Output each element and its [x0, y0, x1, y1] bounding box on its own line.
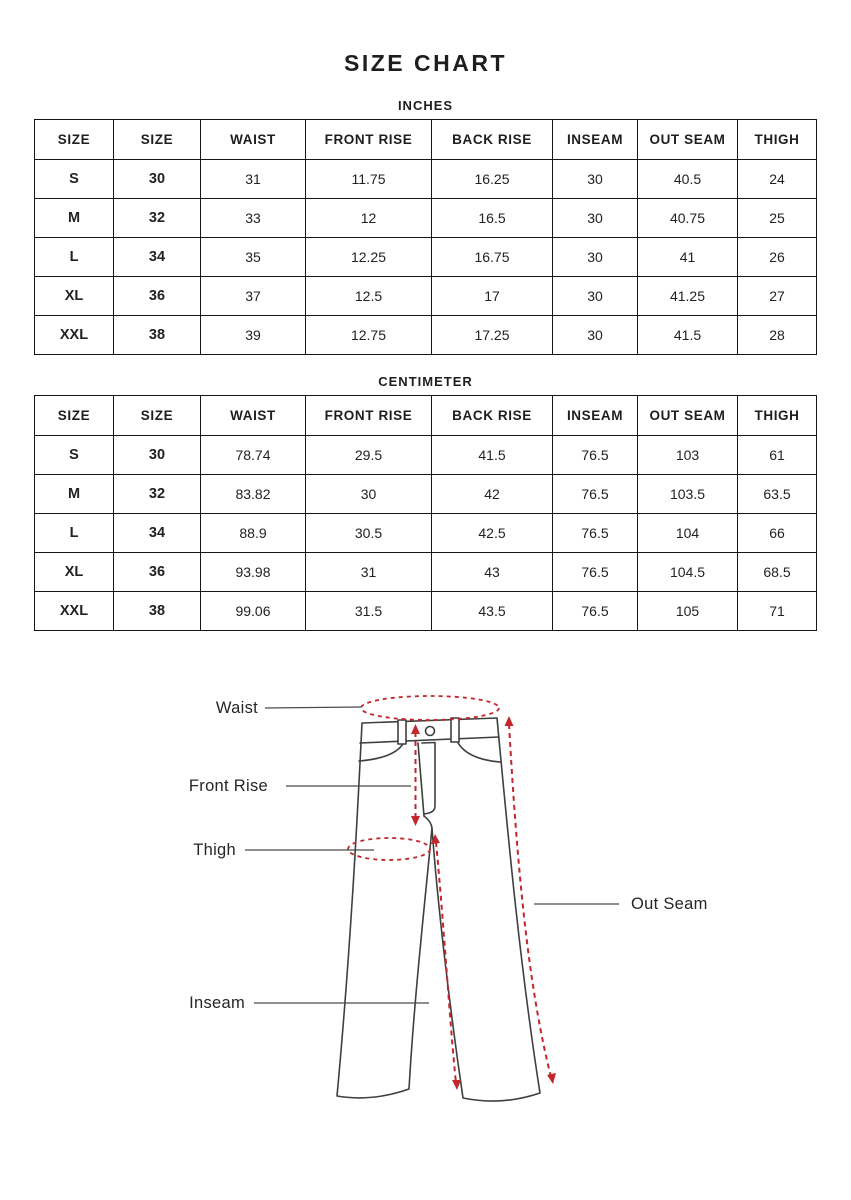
value-cell: 28 — [738, 316, 817, 355]
value-cell: 43 — [432, 553, 553, 592]
value-cell: 12 — [306, 199, 432, 238]
column-header: FRONT RISE — [306, 120, 432, 160]
value-cell: 25 — [738, 199, 817, 238]
inseam-label: Inseam — [189, 994, 245, 1012]
column-header: INSEAM — [553, 396, 638, 436]
value-cell: 42.5 — [432, 514, 553, 553]
value-cell: 41 — [638, 238, 738, 277]
value-cell: 31 — [306, 553, 432, 592]
value-cell: 26 — [738, 238, 817, 277]
value-cell: 38 — [114, 316, 201, 355]
size-cell: XXL — [35, 316, 114, 355]
column-header: THIGH — [738, 396, 817, 436]
value-cell: 16.5 — [432, 199, 553, 238]
value-cell: 31.5 — [306, 592, 432, 631]
value-cell: 17 — [432, 277, 553, 316]
column-header: SIZE — [114, 120, 201, 160]
table-row — [35, 277, 817, 316]
value-cell: 27 — [738, 277, 817, 316]
table-row — [35, 475, 817, 514]
value-cell: 38 — [114, 592, 201, 631]
value-cell: 12.25 — [306, 238, 432, 277]
inches-size-table — [34, 119, 817, 355]
value-cell: 66 — [738, 514, 817, 553]
value-cell: 36 — [114, 553, 201, 592]
value-cell: 30 — [114, 436, 201, 475]
table-row — [35, 514, 817, 553]
column-header: WAIST — [201, 120, 306, 160]
column-header: SIZE — [35, 120, 114, 160]
column-header: SIZE — [35, 396, 114, 436]
value-cell: 104.5 — [638, 553, 738, 592]
value-cell: 83.82 — [201, 475, 306, 514]
size-cell: S — [35, 436, 114, 475]
value-cell: 30 — [114, 160, 201, 199]
size-cell: S — [35, 160, 114, 199]
value-cell: 34 — [114, 514, 201, 553]
pants-illustration — [0, 666, 851, 1146]
value-cell: 93.98 — [201, 553, 306, 592]
column-header: OUT SEAM — [638, 120, 738, 160]
value-cell: 63.5 — [738, 475, 817, 514]
value-cell: 24 — [738, 160, 817, 199]
value-cell: 41.5 — [638, 316, 738, 355]
centimeter-size-table — [34, 395, 817, 631]
pants-outline — [337, 718, 540, 1101]
value-cell: 103 — [638, 436, 738, 475]
value-cell: 30 — [553, 160, 638, 199]
value-cell: 40.75 — [638, 199, 738, 238]
out-seam-label: Out Seam — [631, 895, 708, 913]
size-cell: XXL — [35, 592, 114, 631]
value-cell: 40.5 — [638, 160, 738, 199]
value-cell: 76.5 — [553, 592, 638, 631]
value-cell: 32 — [114, 199, 201, 238]
value-cell: 41.5 — [432, 436, 553, 475]
table-row — [35, 436, 817, 475]
value-cell: 37 — [201, 277, 306, 316]
value-cell: 12.5 — [306, 277, 432, 316]
waist-button — [426, 727, 435, 736]
value-cell: 36 — [114, 277, 201, 316]
column-header: WAIST — [201, 396, 306, 436]
value-cell: 34 — [114, 238, 201, 277]
value-cell: 76.5 — [553, 553, 638, 592]
value-cell: 35 — [201, 238, 306, 277]
value-cell: 32 — [114, 475, 201, 514]
size-cell: XL — [35, 277, 114, 316]
measurement-diagram — [0, 666, 851, 1146]
column-header: FRONT RISE — [306, 396, 432, 436]
value-cell: 76.5 — [553, 436, 638, 475]
inches-table-title: INCHES — [397, 98, 454, 113]
column-header: INSEAM — [553, 120, 638, 160]
size-cell: L — [35, 238, 114, 277]
size-cell: L — [35, 514, 114, 553]
table-row — [35, 238, 817, 277]
value-cell: 103.5 — [638, 475, 738, 514]
front-rise-label: Front Rise — [188, 777, 268, 795]
table-row — [35, 592, 817, 631]
size-cell: M — [35, 199, 114, 238]
waist-measure-ellipse — [361, 696, 499, 720]
inches-header-row — [35, 120, 817, 160]
value-cell: 29.5 — [306, 436, 432, 475]
column-header: BACK RISE — [432, 120, 553, 160]
waist-connector-line — [265, 707, 361, 708]
inseam-arrow-down — [452, 1080, 461, 1090]
value-cell: 76.5 — [553, 514, 638, 553]
column-header: OUT SEAM — [638, 396, 738, 436]
value-cell: 30 — [553, 316, 638, 355]
column-header: THIGH — [738, 120, 817, 160]
value-cell: 30 — [553, 238, 638, 277]
value-cell: 17.25 — [432, 316, 553, 355]
value-cell: 41.25 — [638, 277, 738, 316]
value-cell: 11.75 — [306, 160, 432, 199]
out-seam-arrow-up — [505, 716, 514, 726]
value-cell: 104 — [638, 514, 738, 553]
table-row — [35, 199, 817, 238]
waist-label: Waist — [215, 699, 258, 717]
value-cell: 78.74 — [201, 436, 306, 475]
value-cell: 68.5 — [738, 553, 817, 592]
value-cell: 76.5 — [553, 475, 638, 514]
centimeter-table-title: CENTIMETER — [378, 374, 473, 389]
pants-silhouette — [337, 718, 540, 1101]
value-cell: 16.75 — [432, 238, 553, 277]
value-cell: 105 — [638, 592, 738, 631]
value-cell: 61 — [738, 436, 817, 475]
value-cell: 88.9 — [201, 514, 306, 553]
value-cell: 31 — [201, 160, 306, 199]
value-cell: 12.75 — [306, 316, 432, 355]
column-header: SIZE — [114, 396, 201, 436]
value-cell: 99.06 — [201, 592, 306, 631]
table-row — [35, 160, 817, 199]
size-cell: M — [35, 475, 114, 514]
table-row — [35, 316, 817, 355]
out-seam-arrow-down — [547, 1073, 556, 1084]
value-cell: 30 — [553, 277, 638, 316]
value-cell: 43.5 — [432, 592, 553, 631]
value-cell: 33 — [201, 199, 306, 238]
page-title: SIZE CHART — [344, 50, 507, 76]
thigh-label: Thigh — [193, 841, 236, 859]
column-header: BACK RISE — [432, 396, 553, 436]
centimeter-header-row — [35, 396, 817, 436]
right-belt-loop — [451, 718, 459, 742]
value-cell: 16.25 — [432, 160, 553, 199]
value-cell: 30 — [306, 475, 432, 514]
value-cell: 42 — [432, 475, 553, 514]
size-cell: XL — [35, 553, 114, 592]
value-cell: 39 — [201, 316, 306, 355]
value-cell: 71 — [738, 592, 817, 631]
value-cell: 30 — [553, 199, 638, 238]
left-belt-loop — [398, 720, 406, 744]
table-row — [35, 553, 817, 592]
value-cell: 30.5 — [306, 514, 432, 553]
